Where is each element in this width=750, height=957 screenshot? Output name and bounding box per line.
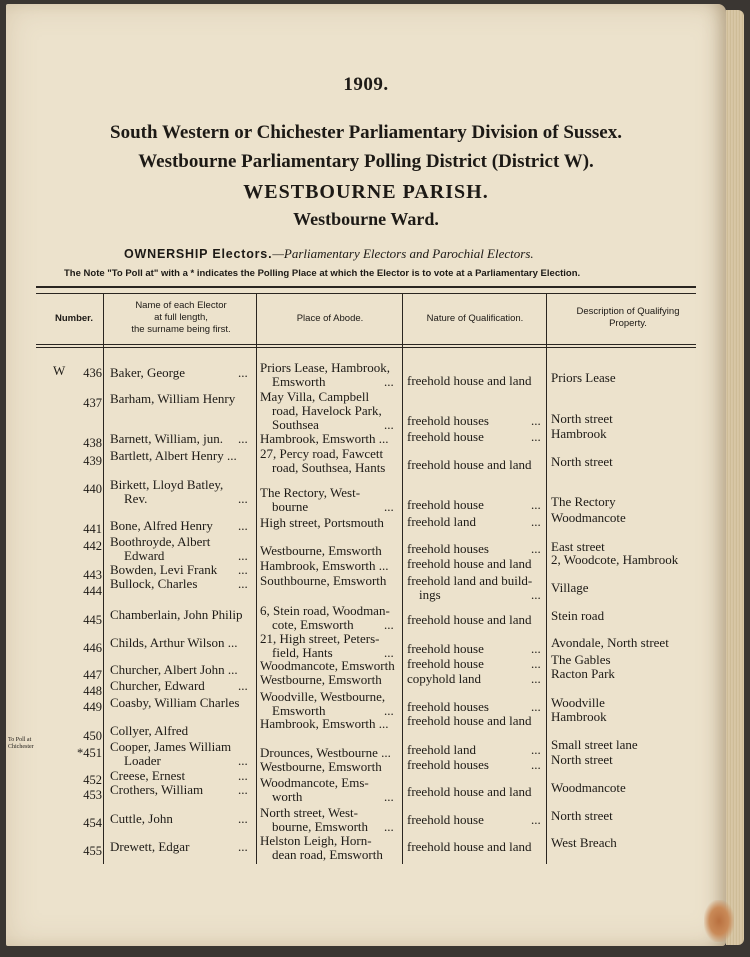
place-of-abode-line: Westbourne, Emsworth — [260, 672, 382, 687]
elector-name — [110, 392, 235, 406]
property-description: Avondale, North street — [551, 635, 669, 650]
header-bottom-rule — [36, 344, 696, 345]
qualification — [407, 542, 489, 556]
elector-number: 440 — [83, 482, 102, 496]
header-description-line: Property. — [609, 318, 647, 329]
elector-number: 446 — [83, 641, 102, 655]
elector-name-line: Crothers, William — [110, 782, 204, 797]
header-name — [106, 300, 256, 336]
qualification-leader: ... — [531, 671, 541, 686]
place-of-abode-line: Emsworth — [272, 374, 326, 389]
elector-name-line: Bartlett, Albert Henry ... — [110, 448, 237, 463]
place-of-abode-line: road, Havelock Park, — [272, 403, 382, 418]
qualification — [407, 574, 532, 602]
abode-leader: ... — [384, 703, 394, 718]
elector-number: 443 — [83, 568, 102, 582]
elector-number: 441 — [83, 522, 102, 536]
qualification-line: freehold house and land — [407, 713, 532, 728]
elector-number: 450 — [83, 729, 102, 743]
elector-name — [110, 478, 223, 506]
qualification — [407, 458, 532, 472]
qualification-leader: ... — [531, 699, 541, 714]
qualification-leader: ... — [531, 587, 541, 602]
elector-name — [110, 783, 203, 797]
elector-number: 449 — [83, 700, 102, 714]
property-description: North street — [551, 411, 613, 426]
qualification — [407, 498, 484, 512]
division-heading: South Western or Chichester Parliamentary Division of Sussex. — [110, 122, 622, 143]
qualification-line: freehold house — [407, 641, 484, 656]
qualification-line: freehold land — [407, 742, 476, 757]
qualification-leader: ... — [531, 742, 541, 757]
qualification-line: freehold house and land — [407, 784, 532, 799]
property-description: North street — [551, 808, 613, 823]
elector-name-line: Barnett, William, jun. — [110, 431, 223, 446]
abode-leader: ... — [384, 645, 394, 660]
qualification — [407, 414, 489, 428]
abode-leader: ... — [384, 819, 394, 834]
place-of-abode-line: Southbourne, Emsworth — [260, 573, 387, 588]
abode-leader: ... — [384, 499, 394, 514]
place-of-abode-line: North street, West- — [260, 805, 358, 820]
place-of-abode-line: road, Southsea, Hants — [272, 460, 386, 475]
elector-number: 445 — [83, 613, 102, 627]
elector-name — [110, 769, 185, 783]
property-description: Stein road — [551, 608, 605, 623]
page-edges — [726, 10, 744, 945]
qualification-leader: ... — [531, 656, 541, 671]
elector-name-line: Boothroyde, Albert — [110, 534, 211, 549]
header-abode: Place of Abode. — [296, 313, 364, 324]
parish-heading: WESTBOURNE PARISH. — [243, 181, 489, 203]
place-of-abode-line: The Rectory, West- — [260, 485, 361, 500]
elector-number: 437 — [83, 396, 102, 410]
qualification — [407, 515, 476, 529]
qualification-leader: ... — [531, 812, 541, 827]
property-description: North street — [551, 752, 613, 767]
poll-annotation-line: To Poll at — [8, 737, 32, 743]
name-leader: ... — [238, 753, 248, 768]
elector-name — [110, 449, 237, 463]
elector-number: 453 — [83, 788, 102, 802]
column-divider — [256, 294, 257, 864]
qualification — [407, 657, 484, 671]
page-year: 1909. — [343, 74, 389, 95]
property-description: The Gables — [551, 652, 611, 667]
place-of-abode-line: 6, Stein road, Woodman- — [260, 603, 390, 618]
qualification — [407, 758, 489, 772]
qualification-line: freehold land and build- — [407, 573, 533, 588]
header-name-line: at full length, — [154, 312, 208, 323]
column-divider — [103, 294, 104, 864]
qualification — [407, 840, 532, 854]
place-of-abode — [260, 559, 389, 573]
elector-number: 439 — [83, 454, 102, 468]
place-of-abode — [260, 574, 386, 588]
place-of-abode — [260, 361, 390, 389]
qualification — [407, 785, 532, 799]
qualification-line: ings — [419, 587, 441, 602]
elector-name — [110, 636, 237, 650]
name-leader: ... — [238, 548, 248, 563]
name-leader: ... — [238, 518, 248, 533]
place-of-abode — [260, 760, 382, 774]
elector-name — [110, 696, 239, 710]
elector-number: *451 — [77, 746, 102, 760]
property-description: Priors Lease — [551, 370, 616, 385]
place-of-abode — [260, 673, 382, 687]
elector-name — [110, 432, 223, 446]
ownership-heading — [124, 246, 534, 262]
place-of-abode-line: field, Hants — [272, 645, 333, 660]
qualification-line: freehold house and land — [407, 612, 532, 627]
property-description: Woodmancote — [551, 510, 626, 525]
qualification-line: freehold house — [407, 429, 484, 444]
elector-name-line: Churcher, Albert John ... — [110, 662, 238, 677]
elector-name — [110, 724, 188, 738]
name-leader: ... — [238, 431, 248, 446]
qualification — [407, 714, 532, 728]
property-description: 2, Woodcote, Hambrook — [551, 552, 679, 567]
elector-name-line: Creese, Ernest — [110, 768, 186, 783]
elector-name-line: Rev. — [124, 491, 148, 506]
qualification-line: freehold houses — [407, 757, 489, 772]
qualification — [407, 813, 484, 827]
qualification — [407, 430, 484, 444]
elector-name-line: Chamberlain, John Philip — [110, 607, 243, 622]
elector-name-line: Coasby, William Charles — [110, 695, 240, 710]
place-of-abode-line: Woodville, Westbourne, — [260, 689, 386, 704]
elector-name-line: Edward — [124, 548, 165, 563]
place-of-abode-line: 27, Percy road, Fawcett — [260, 446, 384, 461]
property-description: The Rectory — [551, 494, 616, 509]
elector-name — [110, 812, 173, 826]
elector-name — [110, 577, 197, 591]
qualification — [407, 672, 481, 686]
header-description — [548, 306, 708, 330]
qualification-line: freehold houses — [407, 699, 489, 714]
ownership-subtitle: —Parliamentary Electors and Parochial Electors. — [272, 246, 534, 261]
qualification-leader: ... — [531, 757, 541, 772]
place-of-abode — [260, 632, 380, 660]
place-of-abode — [260, 659, 395, 673]
qualification — [407, 613, 532, 627]
place-of-abode — [260, 604, 390, 632]
header-bottom-rule-thin — [36, 347, 696, 348]
place-of-abode — [260, 486, 360, 514]
name-leader: ... — [238, 782, 248, 797]
column-divider — [402, 294, 403, 864]
column-divider — [546, 294, 547, 864]
qualification-line: freehold house and land — [407, 839, 532, 854]
elector-name-line: Baker, George — [110, 365, 186, 380]
abode-leader: ... — [384, 617, 394, 632]
elector-name-line: Bullock, Charles — [110, 576, 198, 591]
qualification-line: freehold house and land — [407, 373, 532, 388]
place-of-abode-line: Priors Lease, Hambrook, — [260, 360, 390, 375]
place-of-abode — [260, 432, 389, 446]
property-description: Woodville — [551, 695, 605, 710]
elector-name-line: Churcher, Edward — [110, 678, 205, 693]
qualification-line: freehold house — [407, 656, 484, 671]
place-of-abode-line: Emsworth — [272, 703, 326, 718]
qualification-leader: ... — [531, 514, 541, 529]
place-of-abode — [260, 447, 385, 475]
place-of-abode-line: Woodmancote, Ems- — [260, 775, 369, 790]
elector-name — [110, 366, 185, 380]
elector-name-line: Cooper, James William — [110, 739, 232, 754]
place-of-abode-line: bourne — [272, 499, 309, 514]
property-description: North street — [551, 454, 613, 469]
place-of-abode — [260, 746, 391, 760]
elector-number: 454 — [83, 816, 102, 830]
elector-name — [110, 663, 238, 677]
place-of-abode-line: Hambrook, Emsworth ... — [260, 558, 389, 573]
name-leader: ... — [238, 491, 248, 506]
header-description-line: Description of Qualifying — [576, 306, 680, 317]
place-of-abode — [260, 717, 389, 731]
header-nature: Nature of Qualification. — [426, 313, 524, 324]
place-of-abode-line: Helston Leigh, Horn- — [260, 833, 372, 848]
property-description: Small street lane — [551, 737, 638, 752]
table-top-rule-thin — [36, 293, 696, 294]
elector-number: 438 — [83, 436, 102, 450]
elector-name — [110, 563, 217, 577]
name-leader: ... — [238, 365, 248, 380]
elector-name-line: Barham, William Henry — [110, 391, 236, 406]
elector-name-line: Drewett, Edgar — [110, 839, 190, 854]
place-of-abode-line: Hambrook, Emsworth ... — [260, 716, 389, 731]
polling-district-heading: Westbourne Parliamentary Polling District (District W). — [138, 151, 594, 172]
elector-number: 455 — [83, 844, 102, 858]
qualification-line: freehold house and land — [407, 556, 532, 571]
place-of-abode-line: Drounces, Westbourne ... — [260, 745, 391, 760]
elector-name-line: Bone, Alfred Henry — [110, 518, 213, 533]
qualification-line: freehold land — [407, 514, 476, 529]
place-of-abode-line: dean road, Emsworth — [272, 847, 383, 862]
name-leader: ... — [238, 768, 248, 783]
name-leader: ... — [238, 839, 248, 854]
place-of-abode — [260, 806, 368, 834]
elector-name-line: Birkett, Lloyd Batley, — [110, 477, 224, 492]
property-description: Woodmancote — [551, 780, 626, 795]
register-page — [6, 4, 726, 946]
place-of-abode-line: bourne, Emsworth — [272, 819, 369, 834]
qualification-line: freehold house — [407, 812, 484, 827]
elector-name — [110, 840, 189, 854]
qualification-leader: ... — [531, 429, 541, 444]
place-of-abode-line: Westbourne, Emsworth — [260, 759, 382, 774]
place-of-abode-line: High street, Portsmouth — [260, 515, 384, 530]
place-of-abode-line: Woodmancote, Emsworth — [260, 658, 395, 673]
elector-name-line: Bowden, Levi Frank — [110, 562, 218, 577]
elector-name — [110, 679, 205, 693]
qualification-line: freehold houses — [407, 541, 489, 556]
place-of-abode — [260, 834, 383, 862]
name-leader: ... — [238, 678, 248, 693]
property-description: Hambrook — [551, 709, 607, 724]
name-leader: ... — [238, 576, 248, 591]
place-of-abode — [260, 390, 382, 432]
name-leader: ... — [238, 562, 248, 577]
qualification-line: freehold house — [407, 497, 484, 512]
qualification — [407, 557, 532, 571]
place-of-abode-line: worth — [272, 789, 303, 804]
elector-name-line: Cuttle, John — [110, 811, 173, 826]
poll-annotation — [8, 737, 34, 751]
elector-name — [110, 608, 243, 622]
property-description: West Breach — [551, 835, 617, 850]
elector-number: 448 — [83, 684, 102, 698]
poll-annotation-line: Chichester — [8, 744, 34, 750]
place-of-abode-line: Westbourne, Emsworth — [260, 543, 382, 558]
qualification — [407, 642, 484, 656]
elector-name — [110, 740, 231, 768]
qualification-leader: ... — [531, 497, 541, 512]
qualification-leader: ... — [531, 541, 541, 556]
elector-number: 452 — [83, 773, 102, 787]
elector-number: 442 — [83, 539, 102, 553]
place-of-abode-line: May Villa, Campbell — [260, 389, 370, 404]
elector-name — [110, 535, 210, 563]
district-letter: W — [53, 363, 66, 378]
elector-name — [110, 519, 213, 533]
page-stain — [704, 900, 734, 942]
qualification-line: freehold house and land — [407, 457, 532, 472]
elector-name-line: Collyer, Alfred — [110, 723, 189, 738]
elector-name-line: Loader — [124, 753, 161, 768]
qualification-line: freehold houses — [407, 413, 489, 428]
qualification-leader: ... — [531, 641, 541, 656]
header-number: Number. — [54, 313, 93, 324]
abode-leader: ... — [384, 374, 394, 389]
place-of-abode-line: Southsea — [272, 417, 319, 432]
qualification-line: copyhold land — [407, 671, 482, 686]
elector-number: 444 — [83, 584, 102, 598]
elector-number: 447 — [83, 668, 102, 682]
qualification — [407, 743, 476, 757]
name-leader: ... — [238, 811, 248, 826]
place-of-abode-line: 21, High street, Peters- — [260, 631, 380, 646]
place-of-abode — [260, 544, 382, 558]
elector-number: 436 — [83, 366, 102, 380]
table-top-rule — [36, 286, 696, 288]
abode-leader: ... — [384, 417, 394, 432]
place-of-abode — [260, 776, 369, 804]
header-name-line: the surname being first. — [131, 324, 231, 335]
header-name-line: Name of each Elector — [135, 300, 227, 311]
ward-heading: Westbourne Ward. — [293, 209, 439, 229]
place-of-abode-line: cote, Emsworth — [272, 617, 354, 632]
place-of-abode — [260, 516, 384, 530]
qualification-leader: ... — [531, 413, 541, 428]
place-of-abode-line: Hambrook, Emsworth ... — [260, 431, 389, 446]
property-description: Racton Park — [551, 666, 615, 681]
property-description: East street — [551, 539, 605, 554]
elector-name-line: Childs, Arthur Wilson ... — [110, 635, 238, 650]
property-description: Village — [551, 580, 589, 595]
polling-note: The Note "To Poll at" with a * indicates the Polling Place at which the Elector is to vote at a Parliamentary Election. — [64, 268, 581, 279]
abode-leader: ... — [384, 789, 394, 804]
property-description: Hambrook — [551, 426, 607, 441]
place-of-abode — [260, 690, 385, 718]
ownership-title: OWNERSHIP Electors. — [124, 247, 273, 261]
qualification — [407, 374, 532, 388]
qualification — [407, 700, 489, 714]
